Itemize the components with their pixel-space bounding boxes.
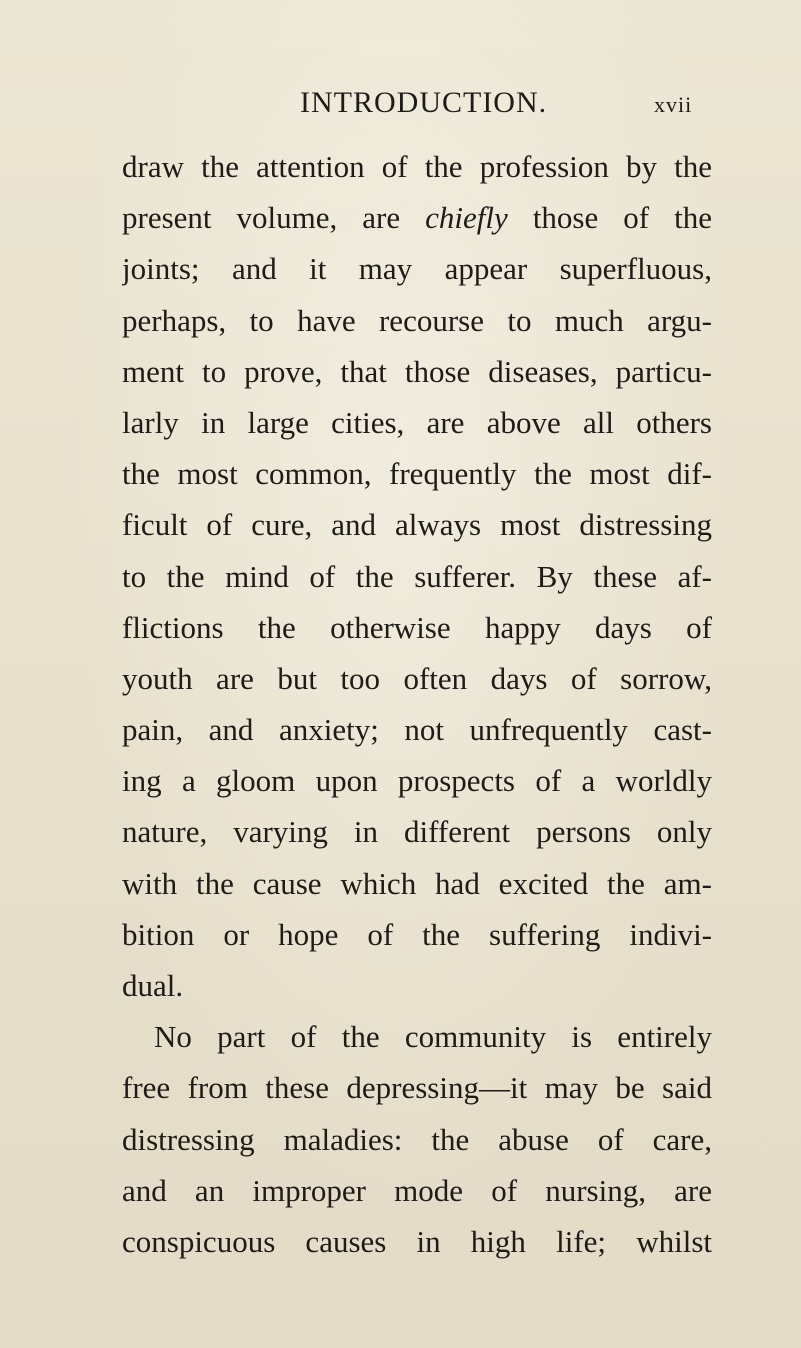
running-title: INTRODUCTION. bbox=[300, 86, 548, 119]
text-line: youth are but too often days of sorrow, bbox=[122, 660, 712, 696]
text-line: larly in large cities, are above all others bbox=[122, 404, 712, 440]
body-text bbox=[122, 141, 712, 1267]
text-line: ment to prove, that those diseases, particu- bbox=[122, 353, 712, 389]
page-header bbox=[0, 86, 801, 126]
text-line: with the cause which had excited the am- bbox=[122, 865, 712, 901]
text-line: draw the attention of the profession by the bbox=[122, 149, 712, 184]
text-line: perhaps, to have recourse to much argu- bbox=[122, 302, 712, 338]
text-line: distressing maladies: the abuse of care, bbox=[122, 1121, 712, 1157]
text-line: free from these depressing—it may be said bbox=[122, 1070, 712, 1106]
italic-emphasis: chiefly bbox=[425, 200, 508, 236]
page-number: xvii bbox=[654, 92, 693, 117]
text-line: ficult of cure, and always most distressing bbox=[122, 507, 712, 543]
text-line: dual. bbox=[122, 968, 184, 1003]
text-line: flictions the otherwise happy days of bbox=[122, 609, 712, 645]
text-line: ing a gloom upon prospects of a worldly bbox=[122, 763, 712, 799]
text-line bbox=[122, 192, 712, 243]
text-line: and an improper mode of nursing, are bbox=[122, 1172, 712, 1208]
text-line: bition or hope of the suffering indivi- bbox=[122, 916, 712, 952]
text-line: No part of the community is entirely bbox=[154, 1019, 712, 1055]
text-span: present volume, are bbox=[122, 200, 426, 236]
text-line: the most common, frequently the most dif- bbox=[122, 456, 712, 492]
text-line: joints; and it may appear superfluous, bbox=[122, 251, 712, 287]
text-line: conspicuous causes in high life; whilst bbox=[122, 1223, 712, 1259]
text-span: those of the bbox=[507, 200, 712, 236]
text-line: to the mind of the sufferer. By these af- bbox=[122, 558, 712, 594]
text-line: pain, and anxiety; not unfrequently cast- bbox=[122, 712, 712, 748]
text-line: nature, varying in different persons only bbox=[122, 814, 712, 850]
